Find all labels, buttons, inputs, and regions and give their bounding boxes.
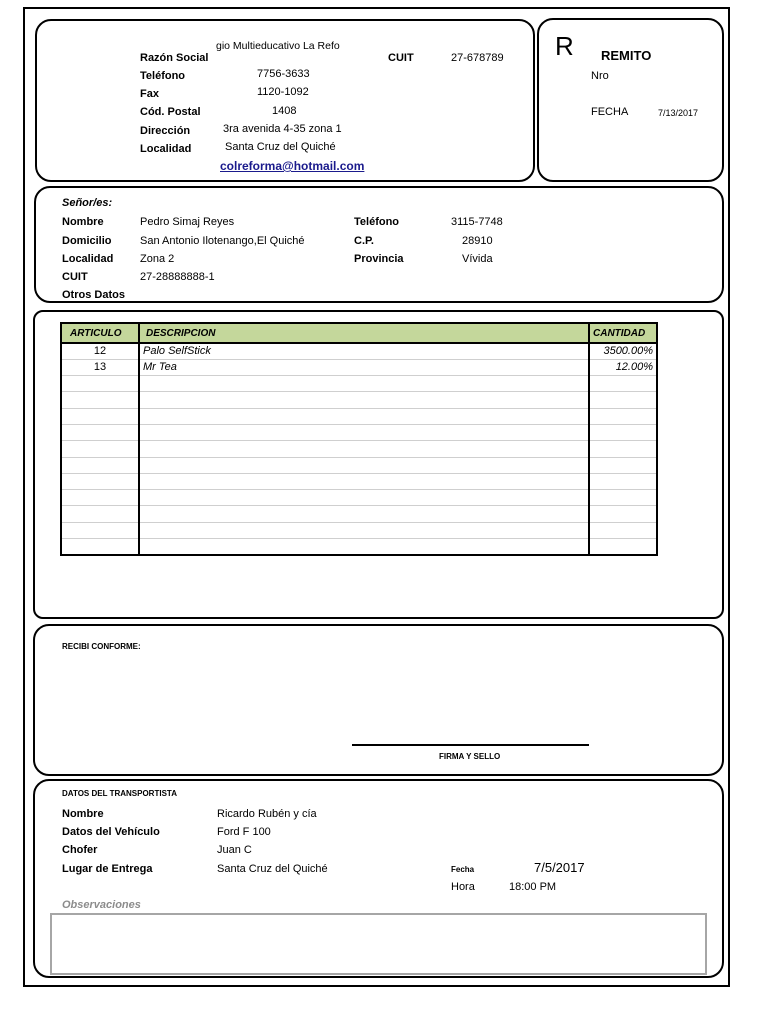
transport-nombre-value: Ricardo Rubén y cía (217, 808, 317, 820)
articulo-cell (61, 539, 139, 555)
cantidad-cell: 12.00% (589, 359, 657, 375)
descripcion-cell: Mr Tea (139, 359, 589, 375)
cantidad-cell (589, 408, 657, 424)
recibi-conforme-label: RECIBI CONFORME: (62, 642, 141, 651)
articulo-cell: 12 (61, 343, 139, 359)
client-box (34, 186, 724, 303)
descripcion-cell (139, 441, 589, 457)
items-table (60, 322, 658, 556)
issuer-telefono-value: 7756-3633 (257, 68, 310, 80)
column-header-descripcion: DESCRIPCION (139, 323, 589, 343)
remito-nro-label: Nro (591, 70, 609, 82)
table-row (61, 343, 657, 359)
descripcion-cell (139, 424, 589, 440)
transport-vehiculo-value: Ford F 100 (217, 826, 271, 838)
table-row (61, 392, 657, 408)
cantidad-cell (589, 490, 657, 506)
transport-heading: DATOS DEL TRANSPORTISTA (62, 789, 177, 798)
table-row (61, 408, 657, 424)
transport-nombre-label: Nombre (62, 808, 104, 820)
cantidad-cell (589, 457, 657, 473)
razon-social-value: gio Multieducativo La Refo (216, 40, 340, 52)
issuer-direccion-value: 3ra avenida 4-35 zona 1 (223, 123, 342, 135)
descripcion-cell (139, 376, 589, 392)
table-row (61, 457, 657, 473)
cantidad-cell (589, 441, 657, 457)
client-telefono-label: Teléfono (354, 216, 400, 228)
descripcion-cell (139, 457, 589, 473)
issuer-cuit-label: CUIT (388, 52, 414, 64)
table-row (61, 522, 657, 538)
articulo-cell (61, 457, 139, 473)
remito-title: REMITO (601, 48, 652, 63)
client-nombre-value: Pedro Simaj Reyes (140, 216, 235, 228)
client-cuit-label: CUIT (62, 271, 88, 283)
issuer-localidad-value: Santa Cruz del Quiché (225, 141, 336, 153)
articulo-cell (61, 506, 139, 522)
issuer-direccion-label: Dirección (140, 125, 191, 137)
transport-hora-label: Hora (451, 881, 475, 893)
cantidad-cell (589, 473, 657, 489)
articulo-cell: 13 (61, 359, 139, 375)
remito-letter: R (555, 31, 574, 61)
items-header-row (61, 323, 657, 343)
table-row (61, 441, 657, 457)
cantidad-cell (589, 539, 657, 555)
client-nombre-label: Nombre (62, 216, 104, 228)
table-row (61, 539, 657, 555)
issuer-fax-label: Fax (140, 88, 159, 100)
descripcion-cell (139, 522, 589, 538)
articulo-cell (61, 473, 139, 489)
articulo-cell (61, 376, 139, 392)
issuer-telefono-label: Teléfono (140, 70, 186, 82)
transport-chofer-value: Juan C (217, 844, 252, 856)
descripcion-cell (139, 506, 589, 522)
table-row (61, 473, 657, 489)
cantidad-cell: 3500.00% (589, 343, 657, 359)
client-heading: Señor/es: (62, 197, 113, 209)
transport-chofer-label: Chofer (62, 844, 98, 856)
transport-lugar-label: Lugar de Entrega (62, 863, 153, 875)
transport-lugar-value: Santa Cruz del Quiché (217, 863, 328, 875)
issuer-email-link[interactable]: colreforma@hotmail.com (220, 159, 365, 173)
column-header-cantidad: CANTIDAD (589, 323, 657, 343)
transport-fecha-label: Fecha (451, 865, 475, 874)
cantidad-cell (589, 424, 657, 440)
remito-fecha-value: 7/13/2017 (658, 108, 699, 118)
articulo-cell (61, 441, 139, 457)
cantidad-cell (589, 522, 657, 538)
transport-hora-value: 18:00 PM (509, 881, 557, 893)
descripcion-cell (139, 473, 589, 489)
descripcion-cell: Palo SelfStick (139, 343, 589, 359)
column-header-articulo: ARTICULO (61, 323, 139, 343)
client-cp-label: C.P. (354, 235, 374, 247)
client-localidad-label: Localidad (62, 253, 114, 265)
client-otros-label: Otros Datos (62, 289, 125, 301)
articulo-cell (61, 392, 139, 408)
client-provincia-value: Vívida (462, 253, 493, 265)
cantidad-cell (589, 392, 657, 408)
remito-fecha-label: FECHA (591, 106, 629, 118)
issuer-cp-value: 1408 (272, 105, 297, 117)
cantidad-cell (589, 506, 657, 522)
descripcion-cell (139, 392, 589, 408)
issuer-cp-label: Cód. Postal (140, 106, 201, 118)
client-cuit-value: 27-28888888-1 (140, 271, 215, 283)
transport-fecha-value: 7/5/2017 (534, 860, 585, 875)
client-telefono-value: 3115-7748 (451, 216, 503, 228)
issuer-cuit-value: 27-678789 (451, 52, 504, 64)
descripcion-cell (139, 490, 589, 506)
client-localidad-value: Zona 2 (140, 253, 175, 265)
transport-vehiculo-label: Datos del Vehículo (62, 826, 160, 838)
descripcion-cell (139, 408, 589, 424)
razon-social-label: Razón Social (140, 52, 209, 64)
client-domicilio-label: Domicilio (62, 235, 112, 247)
signature-line (352, 744, 589, 746)
table-row (61, 376, 657, 392)
firma-sello-label: FIRMA Y SELLO (439, 752, 501, 761)
table-row (61, 424, 657, 440)
table-row (61, 359, 657, 375)
issuer-fax-value: 1120-1092 (257, 86, 309, 98)
articulo-cell (61, 408, 139, 424)
client-domicilio-value: San Antonio Ilotenango,El Quiché (140, 235, 305, 247)
articulo-cell (61, 522, 139, 538)
table-row (61, 490, 657, 506)
descripcion-cell (139, 539, 589, 555)
articulo-cell (61, 490, 139, 506)
observaciones-label: Observaciones (62, 899, 141, 911)
issuer-localidad-label: Localidad (140, 143, 192, 155)
observaciones-field[interactable] (50, 913, 707, 975)
articulo-cell (61, 424, 139, 440)
client-cp-value: 28910 (462, 235, 493, 247)
table-row (61, 506, 657, 522)
client-provincia-label: Provincia (354, 253, 404, 265)
cantidad-cell (589, 376, 657, 392)
